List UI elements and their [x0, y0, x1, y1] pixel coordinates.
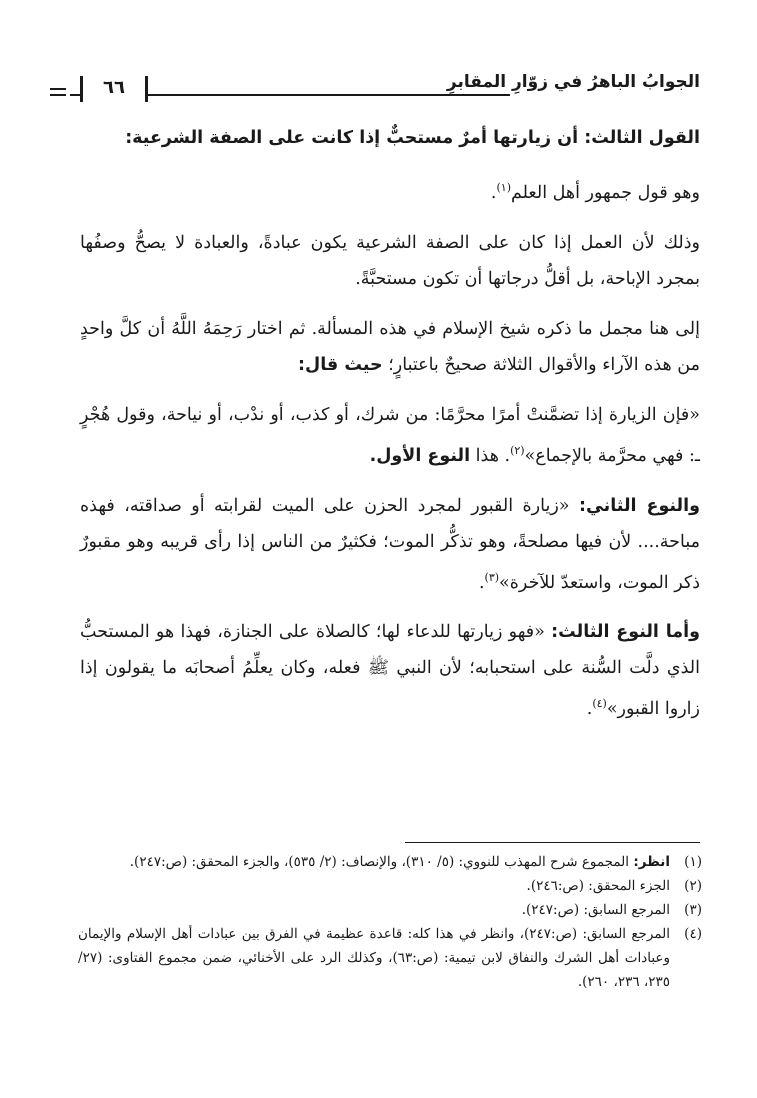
paragraph-text: وهو قول جمهور أهل العلم: [510, 182, 700, 203]
footnote-item: [78, 850, 702, 874]
footnote-body: المرجع السابق: (ص:٢٤٧)، وانظر في هذا كله: قاعدة عظيمة في الفرق بين عبادات أهل الإسلام والإيمان وعبادات أهل الشرك والنفاق لابن تيمية: (ص:٦٣)، وكذلك الرد على الأخنائي، ضمن مجموع الفتاوى: (٢٧/ ٢٣٥، ٢٣٦، ٢٦٠).: [78, 926, 670, 990]
punctuation: .: [490, 182, 497, 203]
footnote-body: الجزء المحقق: (ص:٢٤٦).: [526, 878, 670, 894]
section-heading: القول الثالث: أن زيارتها أمرٌ مستحبٌّ إذا كانت على الصفة الشرعية:: [125, 128, 700, 148]
page-number-box: [80, 76, 148, 102]
footnote-body: المجموع شرح المهذب للنووي: (٥/ ٣١٠)، والإنصاف: (٢/ ٥٣٥)، والجزء المحقق: (ص:٢٤٧).: [129, 854, 634, 870]
main-text: [80, 120, 700, 741]
footnote-ref[interactable]: (٢): [510, 443, 525, 457]
paragraph: [80, 614, 700, 727]
punctuation: .: [478, 572, 485, 593]
footnote-number: (٣): [684, 902, 702, 918]
footnote-body: المرجع السابق: (ص:٢٤٧).: [521, 902, 670, 918]
quote-text: «زيارة القبور لمجرد الحزن على الميت لقرابته أو صداقته، فهذه مباحة.... لأن فيها مصلحةً، وهو تذكُّر الموت؛ فكثيرٌ من الناس إذا رأى قريبه وهو مقبورٌ ذكر الموت، واستعدّ للآخرة»: [80, 495, 700, 593]
bold-phrase: حيث قال:: [298, 354, 383, 375]
page-number: ٦٦: [103, 77, 125, 98]
footnote-ref[interactable]: (٣): [484, 570, 500, 584]
footnote-number: (١): [684, 854, 702, 870]
bold-phrase: النوع الأول.: [369, 445, 471, 466]
book-title: الجوابُ الباهرُ في زوّارِ المقابرِ: [446, 72, 700, 92]
footnote-item: [78, 922, 702, 994]
footnote-ref[interactable]: (١): [496, 181, 511, 194]
footnote-number: (٤): [684, 926, 702, 942]
header-dash: [50, 94, 66, 96]
punctuation: .: [586, 699, 593, 720]
paragraph: [80, 488, 700, 601]
quote-text: «فإن الزيارة إذا تضمَّنتْ أمرًا محرَّمًا: من شرك، أو كذب، أو ندْب، أو نياحة، وقول هُجْرٍ ـ: فهي محرَّمة بالإجماع»: [80, 404, 700, 466]
paragraph: [80, 397, 700, 474]
footnote-text: [78, 850, 670, 874]
footnote-item: [78, 898, 702, 922]
paragraph-text: . هذا: [475, 445, 511, 466]
bold-phrase: وأما النوع الثالث:: [551, 622, 700, 643]
paragraph: [80, 225, 700, 297]
header-dash: [50, 88, 66, 90]
paragraph-text: وذلك لأن العمل إذا كان على الصفة الشرعية يكون عبادةً، والعبادة لا يصحُّ وصفُها بمجرد الإباحة، بل أقلُّ درجاتها أن تكون مستحبَّةً.: [80, 232, 700, 289]
quote-text: «فهو زيارتها للدعاء لها؛ كالصلاة على الجنازة، فهذا هو المستحبُّ الذي دلَّت السُّنة على استحبابه؛ لأن النبي ﷺ فعله، وكان يعلِّمُ أصحابَه ما يقولون إذا زاروا القبور»: [80, 622, 700, 720]
footnotes: [78, 850, 702, 994]
bold-phrase: والنوع الثاني:: [578, 495, 701, 516]
footnote-bold: انظر:: [633, 854, 670, 870]
footnote-number: (٢): [684, 878, 702, 894]
footnote-item: [78, 874, 702, 898]
paragraph: [80, 311, 700, 383]
footnote-separator: [405, 842, 700, 843]
paragraph-heading: [80, 120, 700, 156]
footnote-ref[interactable]: (٤): [592, 697, 607, 711]
page-header: [70, 68, 700, 112]
paragraph-text: إلى هنا مجمل ما ذكره شيخ الإسلام في هذه المسألة. ثم اختار رَحِمَهُ اللَّهُ أن كلَّ واحدٍ من هذه الآراء والأقوال الثلاثة صحيحٌ باعتبارٍ؛: [80, 318, 700, 375]
paragraph: [80, 170, 700, 211]
